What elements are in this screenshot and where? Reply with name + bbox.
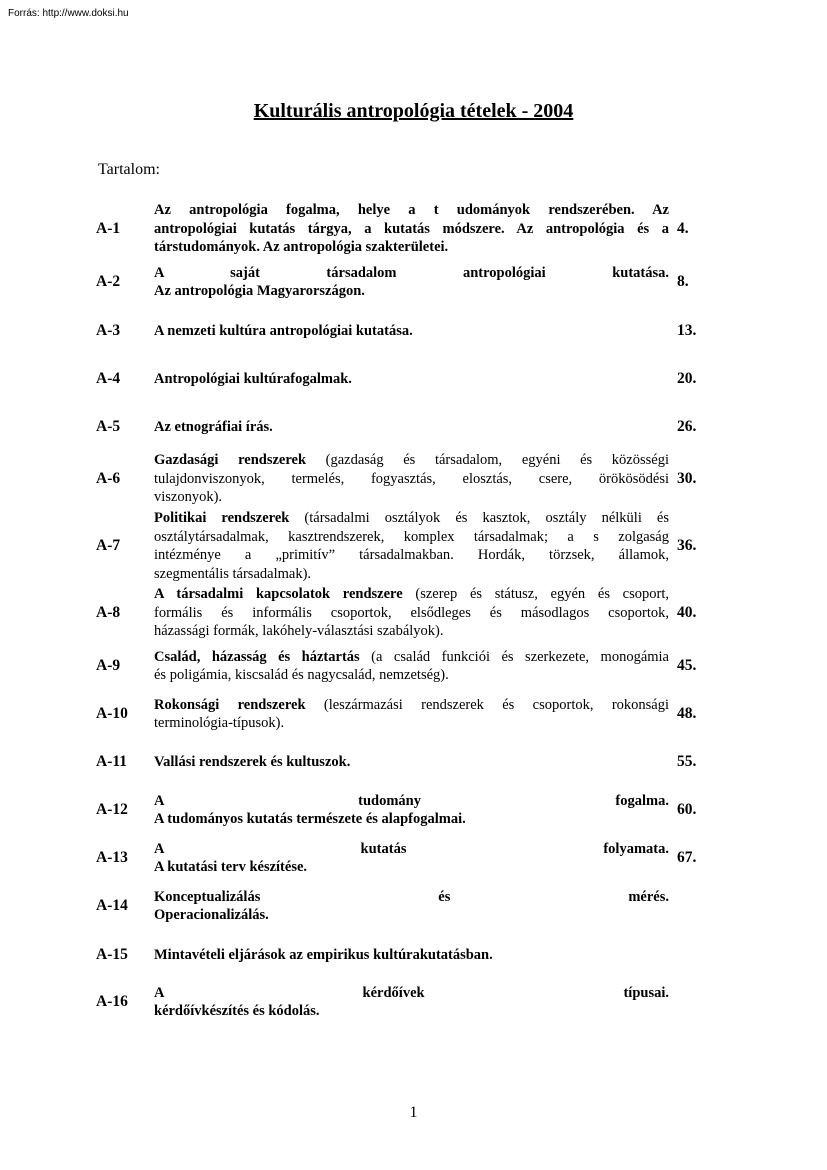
toc-entry — [96, 508, 706, 584]
toc-entry-line: A tudomány fogalma. — [154, 792, 669, 809]
toc-entry — [96, 368, 706, 390]
toc-entry — [96, 584, 706, 642]
toc-entry-page: 67. — [677, 849, 697, 866]
toc-entry-line: Konceptualizálás és mérés. — [154, 888, 669, 905]
toc-entry-title — [154, 450, 669, 508]
toc-label: Tartalom: — [98, 161, 160, 178]
toc-entry-title — [154, 262, 669, 302]
page-number: 1 — [409, 1104, 418, 1121]
toc-entry-title — [154, 416, 669, 438]
toc-entry-line: Operacionalizálás. — [154, 907, 269, 923]
toc-entry-line: Antropológiai kultúrafogalmak. — [154, 370, 352, 387]
toc-entry-code: A-6 — [96, 470, 121, 487]
toc-entry-code: A-7 — [96, 537, 121, 554]
toc-entry — [96, 646, 706, 686]
toc-entry-page: 48. — [677, 705, 697, 722]
toc-entry-page: 30. — [677, 470, 697, 487]
toc-entry — [96, 982, 706, 1022]
document-title: Kulturális antropológia tételek - 2004 — [253, 100, 574, 122]
toc-entry — [96, 320, 706, 342]
toc-entry-line: intézménye a „primitív” társadalmakban. Hordák, törzsek, államok, — [154, 547, 669, 563]
toc-entry-line: Gazdasági rendszerek (gazdaság és társadalom, egyéni és közösségi — [154, 452, 669, 469]
toc-entry-line: A tudományos kutatás természete és alapfogalmai. — [154, 811, 466, 827]
toc-entry-page: 4. — [677, 220, 689, 237]
toc-entry-page: 26. — [677, 418, 697, 435]
toc-entry-title — [154, 790, 669, 830]
toc-entry-code: A-9 — [96, 657, 121, 674]
toc-entry-line: tulajdonviszonyok, termelés, fogyasztás, elosztás, csere, örökösödési — [154, 470, 669, 487]
toc-entry-code: A-15 — [96, 946, 128, 963]
toc-entry-code: A-1 — [96, 220, 121, 237]
toc-entry-title — [154, 584, 669, 642]
toc-entry-line: Az antropológia Magyarországon. — [154, 283, 365, 299]
toc-entry-line: A nemzeti kultúra antropológiai kutatása. — [154, 322, 413, 339]
toc-entry-page: 40. — [677, 604, 697, 621]
toc-entry-line: Család, házasság és háztartás (a család funkciói és szerkezete, monogámia — [154, 648, 669, 665]
toc-entry-line: társtudományok. Az antropológia szakterületei. — [154, 239, 449, 256]
toc-entry — [96, 202, 706, 256]
toc-entry-line: terminológia-típusok). — [154, 715, 285, 731]
toc-entry-title — [154, 982, 669, 1022]
toc-entry-title — [154, 202, 669, 256]
toc-entry-line: Politikai rendszerek (társadalmi osztályok és kasztok, osztály nélküli és — [154, 510, 669, 526]
toc-entry-title — [154, 751, 669, 773]
toc-entry-page: 20. — [677, 370, 697, 387]
toc-entry-code: A-12 — [96, 801, 128, 818]
toc-entry-line: viszonyok). — [154, 489, 223, 506]
toc-entry-title — [154, 320, 669, 342]
toc-entry-code: A-16 — [96, 993, 128, 1010]
toc-entry-title — [154, 886, 669, 926]
toc-entry-line: A kutatási terv készítése. — [154, 859, 308, 875]
toc-entry-line: A saját társadalom antropológiai kutatása. — [154, 264, 669, 281]
toc-entry-code: A-3 — [96, 322, 121, 339]
toc-entry-code: A-10 — [96, 705, 128, 722]
toc-entry-code: A-14 — [96, 897, 128, 914]
toc-entry-page: 13. — [677, 322, 697, 339]
toc-entry — [96, 262, 706, 302]
toc-entry-line: kérdőívkészítés és kódolás. — [154, 1003, 320, 1019]
toc-entry-line: A kérdőívek típusai. — [154, 984, 669, 1001]
toc-entry — [96, 790, 706, 830]
toc-entry — [96, 886, 706, 926]
toc-entry-line: házassági formák, lakóhely-választási szabályok). — [154, 623, 444, 640]
toc-entry-line: antropológiai kutatás tárgya, a kutatás módszere. Az antropológia és a — [154, 220, 669, 237]
toc-entry-line: Vallási rendszerek és kultuszok. — [154, 753, 351, 770]
toc-entry — [96, 416, 706, 438]
toc-entry-title — [154, 944, 669, 966]
toc-entry-line: Mintavételi eljárások az empirikus kultúrakutatásban. — [154, 946, 493, 963]
toc-entry-page: 36. — [677, 537, 697, 554]
toc-entry-code: A-11 — [96, 753, 127, 770]
toc-entry-code: A-2 — [96, 273, 121, 290]
toc-entry-page: 8. — [677, 273, 689, 290]
toc-entry-code: A-13 — [96, 849, 128, 866]
toc-entry — [96, 450, 706, 508]
toc-entry-line: Rokonsági rendszerek (leszármazási rendszerek és csoportok, rokonsági — [154, 696, 670, 713]
toc-entry-code: A-4 — [96, 370, 121, 387]
toc-entry-line: A társadalmi kapcsolatok rendszere (szerep és státusz, egyén és csoport, — [154, 586, 669, 603]
toc-entry-line: Az antropológia fogalma, helye a t udományok rendszerében. Az — [154, 202, 669, 219]
toc-entry-line: szegmentális társadalmak). — [154, 565, 312, 582]
toc-entry-page: 55. — [677, 753, 697, 770]
toc-entry-line: Az etnográfiai írás. — [154, 418, 273, 435]
toc-entry-title — [154, 694, 669, 734]
toc-entry — [96, 694, 706, 734]
toc-entry-line: és poligámia, kiscsalád és nagycsalád, nemzetség). — [154, 667, 449, 683]
toc-entry — [96, 838, 706, 878]
toc-entry-line: A kutatás folyamata. — [154, 840, 669, 857]
source-watermark: Forrás: http://www.doksi.hu — [8, 8, 129, 19]
toc-entry — [96, 944, 706, 966]
toc-entry-code: A-8 — [96, 604, 121, 621]
toc-entry-page: 45. — [677, 657, 697, 674]
toc-entry — [96, 751, 706, 773]
toc-entry-line: formális és informális csoportok, elsődleges és másodlagos csoportok, — [154, 604, 669, 621]
toc-entry-title — [154, 508, 669, 584]
toc-entry-line: osztálytársadalmak, kasztrendszerek, komplex társadalmak; a s zolgaság — [154, 528, 669, 545]
toc-entry-title — [154, 646, 669, 686]
toc-entry-code: A-5 — [96, 418, 121, 435]
toc-entry-page: 60. — [677, 801, 697, 818]
toc-entry-title — [154, 368, 669, 390]
toc-entry-title — [154, 838, 669, 878]
